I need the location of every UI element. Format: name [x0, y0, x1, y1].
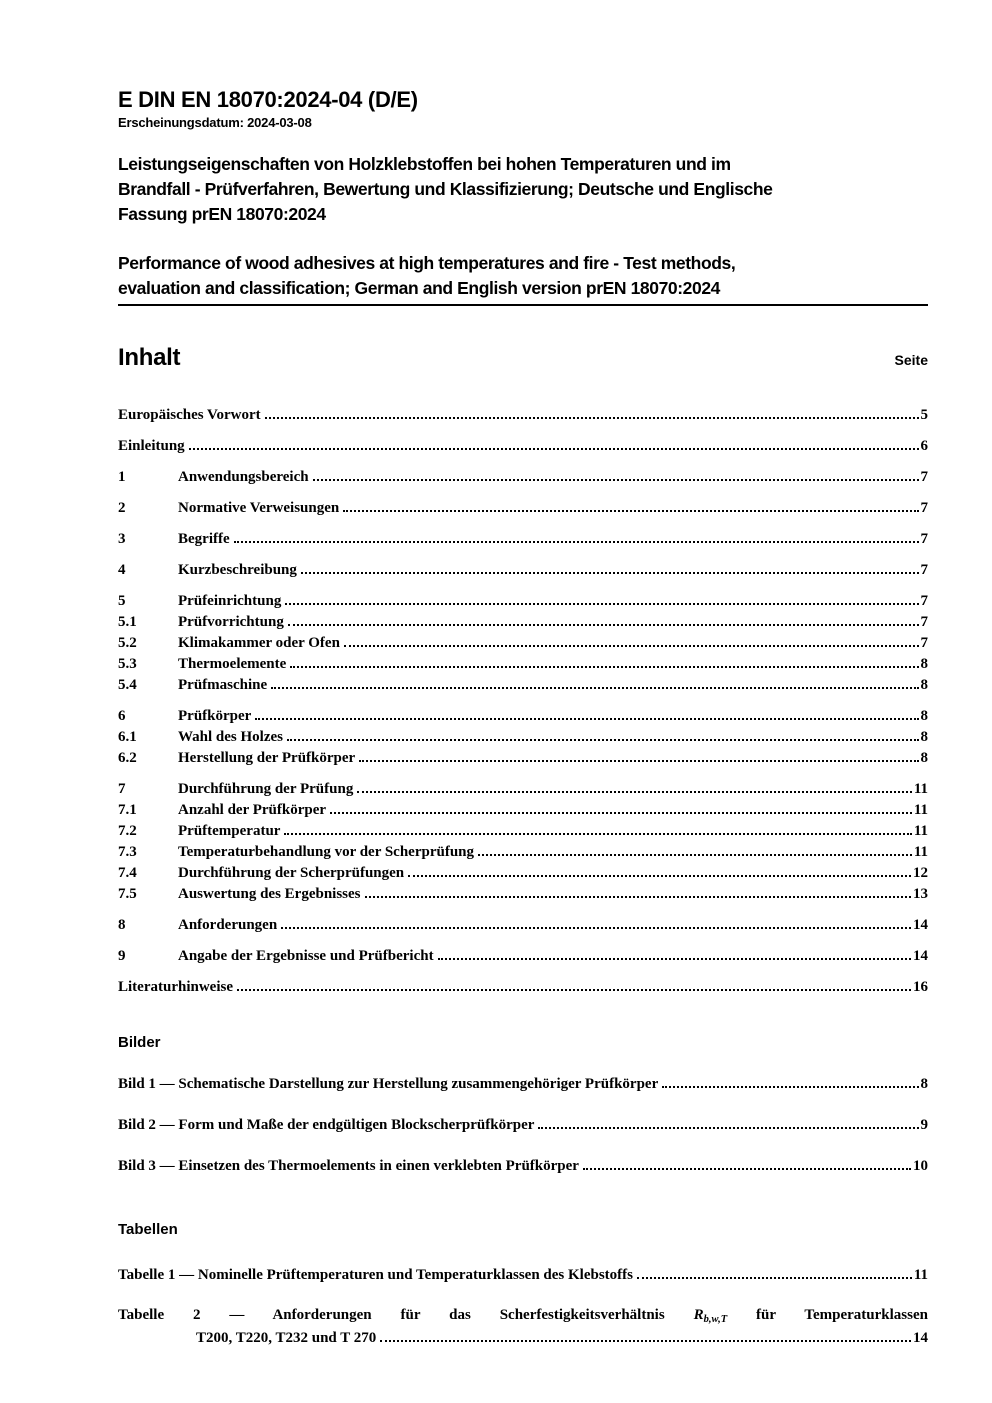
figure-entry-label: Bild 1 — Schematische Darstellung zur Herstellung zusammengehöriger Prüfkörper	[118, 1076, 659, 1092]
toc-entry-label: Anforderungen	[178, 917, 278, 933]
toc-entry-page: 7	[920, 635, 928, 651]
toc-entry-page: 16	[913, 979, 928, 995]
toc-entry-page: 7	[920, 562, 928, 578]
title-english	[118, 251, 928, 301]
toc-entry	[118, 820, 928, 841]
dot-leader	[380, 1327, 911, 1342]
toc-entry-page: 6	[920, 438, 928, 454]
title-german-line: Leistungseigenschaften von Holzklebstoffen bei hohen Temperaturen und im	[118, 154, 731, 174]
figure-entry	[118, 1073, 928, 1094]
toc-entry-page: 11	[913, 802, 928, 818]
toc-entry	[118, 528, 928, 549]
dot-leader	[237, 976, 911, 991]
toc-entry-number: 9	[118, 948, 126, 964]
title-english-line: Performance of wood adhesives at high temperatures and fire - Test methods,	[118, 253, 736, 273]
dot-leader	[359, 747, 918, 762]
dot-leader	[285, 590, 918, 605]
toc-entry-page: 7	[920, 593, 928, 609]
toc-entry-page: 11	[913, 823, 928, 839]
toc-entry	[118, 674, 928, 695]
figure-entry-page: 8	[920, 1076, 928, 1092]
dot-leader	[265, 404, 919, 419]
toc-entry	[118, 705, 928, 726]
formula-variable: R	[693, 1307, 704, 1323]
toc-entry-page: 14	[913, 917, 928, 933]
toc-entry-number: 6	[118, 708, 126, 724]
toc-entry-label: Klimakammer oder Ofen	[178, 635, 340, 651]
toc-entry-page: 7	[920, 531, 928, 547]
toc-entry-page: 13	[913, 886, 928, 902]
table-entry-line1	[118, 1304, 928, 1327]
toc-entry-number: 5.1	[118, 614, 137, 630]
toc-entry-label: Temperaturbehandlung vor der Scherprüfung	[178, 844, 475, 860]
toc-entry-number: 4	[118, 562, 126, 578]
page-column-label: Seite	[894, 352, 928, 368]
toc-entry	[118, 862, 928, 883]
toc-entry-label: Prüfmaschine	[178, 677, 268, 693]
page-content	[118, 0, 928, 1350]
tables-heading: Tabellen	[118, 1221, 178, 1238]
toc-entry-number: 7.3	[118, 844, 137, 860]
table-entry-line2	[118, 1327, 928, 1350]
toc-entry	[118, 632, 928, 653]
toc-entry-number: 8	[118, 917, 126, 933]
table-entry	[118, 1264, 928, 1285]
toc-entry-number: 3	[118, 531, 126, 547]
toc-entry-label: Normative Verweisungen	[178, 500, 340, 516]
toc-entry-label: Herstellung der Prüfkörper	[178, 750, 356, 766]
dot-leader	[290, 653, 918, 668]
toc-entry-page: 8	[920, 708, 928, 724]
table-entry-page: 11	[913, 1267, 928, 1283]
dot-leader	[189, 435, 919, 450]
dot-leader	[255, 705, 918, 720]
toc-entry-label: Prüfeinrichtung	[178, 593, 282, 609]
toc-entry-page: 7	[920, 500, 928, 516]
figure-entry-page: 9	[920, 1117, 928, 1133]
toc-entry-label: Anwendungsbereich	[178, 469, 309, 485]
toc-entry-number: 7.5	[118, 886, 137, 902]
table-entry-label: Tabelle 2	[118, 1307, 201, 1323]
toc-entry-label: Durchführung der Scherprüfungen	[178, 865, 405, 881]
dot-leader	[365, 883, 911, 898]
toc-entry	[118, 611, 928, 632]
toc-entry	[118, 778, 928, 799]
toc-entry	[118, 945, 928, 966]
dot-leader	[313, 466, 919, 481]
em-dash: —	[229, 1307, 245, 1323]
toc-entry-page: 11	[913, 781, 928, 797]
toc-entry-number: 1	[118, 469, 126, 485]
dot-leader	[637, 1264, 912, 1279]
title-german	[118, 152, 928, 227]
toc-entry-label: Prüfkörper	[178, 708, 252, 724]
dot-leader	[408, 862, 911, 877]
toc-entry-number: 5	[118, 593, 126, 609]
toc-entry-number: 7.2	[118, 823, 137, 839]
toc-entry	[118, 976, 928, 997]
toc-entry-label: Begriffe	[178, 531, 230, 547]
dot-leader	[234, 528, 919, 543]
toc-entry-number: 5.3	[118, 656, 137, 672]
toc-entry-page: 8	[920, 656, 928, 672]
toc-entry-page: 7	[920, 614, 928, 630]
toc-entry-label: Durchführung der Prüfung	[178, 781, 354, 797]
dot-leader	[344, 632, 919, 647]
toc-entry-number: 7	[118, 781, 126, 797]
toc-entry-label: Thermoelemente	[178, 656, 287, 672]
toc-entry	[118, 747, 928, 768]
toc-entry	[118, 404, 928, 425]
toc-entry-page: 8	[920, 750, 928, 766]
dot-leader	[281, 914, 911, 929]
toc-entry-page: 12	[913, 865, 928, 881]
toc-entry-page: 8	[920, 677, 928, 693]
dot-leader	[287, 726, 918, 741]
toc-entry	[118, 497, 928, 518]
toc-entry-label: Prüftemperatur	[178, 823, 281, 839]
table-entry-text: für Temperaturklassen	[756, 1307, 928, 1323]
formula-subscript: b,w,T	[703, 1314, 728, 1325]
table-entry-text: Anforderungen für das Scherfestigkeitsverhältnis	[272, 1307, 665, 1323]
toc-heading: Inhalt	[118, 344, 181, 371]
toc-entry-label: Wahl des Holzes	[178, 729, 284, 745]
toc-entry	[118, 653, 928, 674]
toc-entry-label: Literaturhinweise	[118, 979, 233, 995]
dot-leader	[284, 820, 911, 835]
toc-entry-page: 5	[920, 407, 928, 423]
toc-entry-number: 2	[118, 500, 126, 516]
toc-entry	[118, 435, 928, 456]
title-english-line: evaluation and classification; German and English version prEN 18070:2024	[118, 278, 720, 298]
dot-leader	[478, 841, 912, 856]
title-german-line: Brandfall - Prüfverfahren, Bewertung und Klassifizierung; Deutsche und Englische	[118, 179, 773, 199]
figure-entry-label: Bild 3 — Einsetzen des Thermoelements in einen verklebten Prüfkörper	[118, 1158, 579, 1174]
dot-leader	[662, 1073, 918, 1088]
figure-entry-label: Bild 2 — Form und Maße der endgültigen Blockscherprüfkörper	[118, 1117, 535, 1133]
figures-heading: Bilder	[118, 1034, 161, 1051]
dot-leader	[538, 1114, 918, 1129]
shear-strength-ratio-formula	[694, 1307, 728, 1323]
toc-entry-number: 5.4	[118, 677, 137, 693]
doc-title: E DIN EN 18070:2024-04 (D/E)	[118, 87, 418, 112]
toc-entry-label: Anzahl der Prüfkörper	[178, 802, 327, 818]
toc-entry	[118, 559, 928, 580]
dot-leader	[330, 799, 912, 814]
toc-entry-number: 6.2	[118, 750, 137, 766]
toc-entry-number: 5.2	[118, 635, 137, 651]
toc-entry-label: Auswertung des Ergebnisses	[178, 886, 361, 902]
dot-leader	[343, 497, 918, 512]
toc-entry	[118, 726, 928, 747]
toc-entry	[118, 799, 928, 820]
toc-entry-label: Kurzbeschreibung	[178, 562, 297, 578]
toc-entry-label: Prüfvorrichtung	[178, 614, 284, 630]
dot-leader	[288, 611, 919, 626]
toc-entry	[118, 466, 928, 487]
dot-leader	[438, 945, 911, 960]
dot-leader	[357, 778, 912, 793]
dot-leader	[301, 559, 919, 574]
toc-entry-page: 14	[913, 948, 928, 964]
dot-leader	[583, 1155, 911, 1170]
toc-entry-number: 7.4	[118, 865, 137, 881]
toc-entry-label: Europäisches Vorwort	[118, 407, 261, 423]
toc-entry	[118, 914, 928, 935]
figure-entry	[118, 1155, 928, 1176]
toc-entry-label: Angabe der Ergebnisse und Prüfbericht	[178, 948, 434, 964]
table-entry-page: 14	[913, 1330, 928, 1346]
toc-entry-page: 8	[920, 729, 928, 745]
table-entry-label-continued: T200, T220, T232 und T 270	[196, 1330, 377, 1346]
toc-entry-page: 7	[920, 469, 928, 485]
figure-entry-page: 10	[913, 1158, 928, 1174]
toc-entry	[118, 883, 928, 904]
publication-date: Erscheinungsdatum: 2024-03-08	[118, 115, 312, 130]
table-entry-label: Tabelle 1 — Nominelle Prüftemperaturen und Temperaturklassen des Klebstoffs	[118, 1267, 634, 1283]
toc-entry-label: Einleitung	[118, 438, 185, 454]
toc-entry-page: 11	[913, 844, 928, 860]
title-german-line: Fassung prEN 18070:2024	[118, 204, 326, 224]
toc-entry-number: 6.1	[118, 729, 137, 745]
toc-entry	[118, 590, 928, 611]
toc-list	[118, 404, 928, 997]
toc-header-row	[118, 344, 928, 372]
toc-entry-number: 7.1	[118, 802, 137, 818]
header-divider	[118, 304, 928, 306]
toc-entry	[118, 841, 928, 862]
table-entry	[118, 1304, 928, 1350]
dot-leader	[271, 674, 918, 689]
figure-entry	[118, 1114, 928, 1135]
